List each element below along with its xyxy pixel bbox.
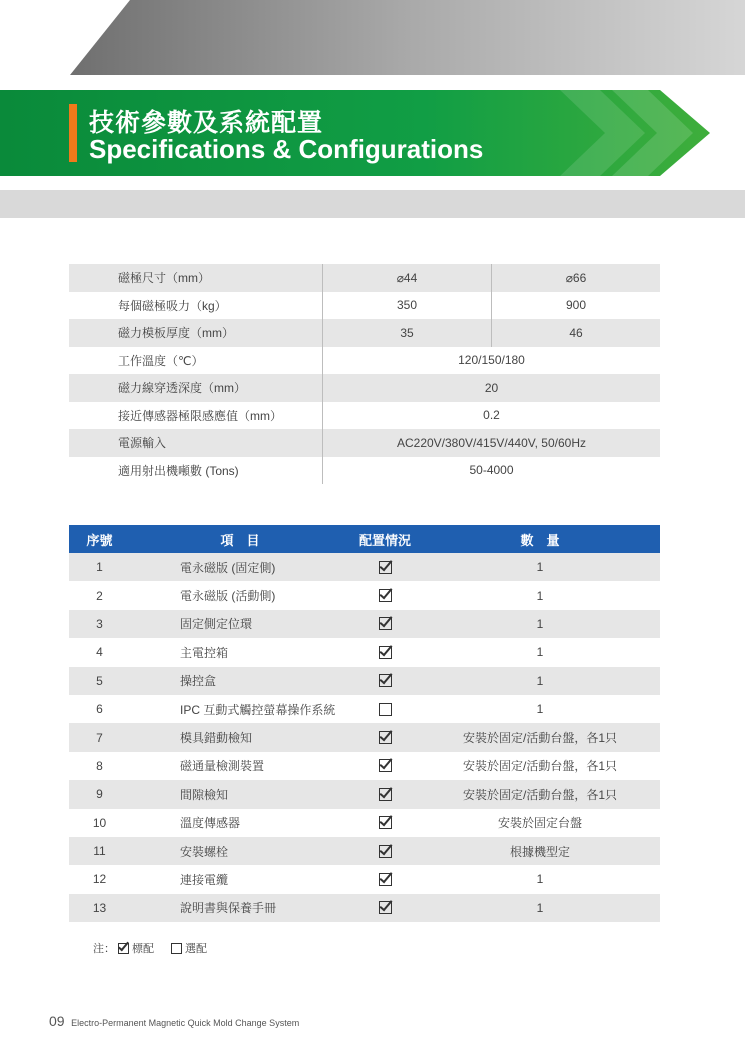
- header-no: 序號: [86, 532, 113, 548]
- checked-box-icon: [379, 646, 392, 659]
- table-row: [69, 780, 660, 808]
- row-config: [350, 816, 420, 829]
- row-config: [350, 703, 420, 716]
- spec-value: 350: [322, 292, 491, 320]
- row-number: 6: [96, 702, 103, 717]
- note-optional: 選配: [185, 943, 207, 955]
- header-qty: 數 量: [520, 532, 560, 548]
- spec-row: [69, 429, 660, 457]
- config-table-header: [69, 525, 660, 553]
- row-item: 電永磁版 (活動側): [180, 589, 276, 604]
- row-quantity: 安裝於固定/活動台盤，各1只: [462, 731, 617, 746]
- row-number: 4: [96, 645, 103, 660]
- row-config: [350, 589, 420, 602]
- checked-box-icon: [379, 674, 392, 687]
- row-config: [350, 646, 420, 659]
- spec-row: [69, 347, 660, 375]
- spec-value: 20: [322, 374, 660, 402]
- spec-value: 0.2: [322, 402, 660, 430]
- row-number: 2: [96, 588, 103, 603]
- spec-label: 工作溫度（℃）: [118, 353, 204, 368]
- spec-label: 磁力模板厚度（mm）: [118, 326, 234, 341]
- checked-box-icon: [379, 589, 392, 602]
- row-item: 間隙檢知: [180, 787, 229, 802]
- checked-box-icon: [379, 845, 392, 858]
- title-accent-bar: [69, 104, 77, 162]
- row-quantity: 1: [536, 673, 544, 688]
- row-quantity: 安裝於固定台盤: [497, 816, 582, 831]
- row-number: 9: [96, 787, 103, 802]
- config-table: [69, 525, 660, 922]
- legend-note: [93, 940, 207, 956]
- row-quantity: 安裝於固定/活動台盤，各1只: [462, 759, 617, 774]
- spec-value: 35: [322, 319, 491, 347]
- spec-label: 適用射出機噸數 (Tons): [118, 463, 239, 478]
- table-row: [69, 894, 660, 922]
- row-config: [350, 617, 420, 630]
- spec-value: AC220V/380V/415V/440V, 50/60Hz: [322, 429, 660, 457]
- spec-value: 50-4000: [322, 457, 660, 485]
- row-item: IPC 互動式觸控螢幕操作系統: [180, 702, 336, 717]
- table-row: [69, 695, 660, 723]
- page-title-en: Specifications & Configurations: [89, 134, 484, 164]
- checked-box-icon: [379, 561, 392, 574]
- row-quantity: 1: [536, 560, 544, 575]
- spec-row: [69, 457, 660, 485]
- row-number: 12: [92, 872, 107, 887]
- config-table-body: [69, 553, 660, 922]
- row-number: 13: [92, 900, 107, 915]
- row-number: 1: [96, 560, 103, 575]
- spec-row: [69, 374, 660, 402]
- checked-box-icon: [379, 617, 392, 630]
- table-row: [69, 667, 660, 695]
- row-number: 8: [96, 758, 103, 773]
- spec-row: [69, 292, 660, 320]
- row-config: [350, 731, 420, 744]
- row-config: [350, 845, 420, 858]
- header-config: 配置情況: [358, 532, 411, 548]
- table-row: [69, 581, 660, 609]
- row-config: [350, 759, 420, 772]
- spec-row: [69, 319, 660, 347]
- row-config: [350, 561, 420, 574]
- checked-box-icon: [379, 873, 392, 886]
- row-item: 安裝螺栓: [180, 844, 229, 859]
- spec-value: 46: [491, 319, 660, 347]
- empty-box-icon: [379, 703, 392, 716]
- row-item: 溫度傳感器: [180, 816, 241, 831]
- spec-value: 900: [491, 292, 660, 320]
- row-item: 磁通量檢測裝置: [180, 759, 265, 774]
- spec-row: [69, 402, 660, 430]
- footer-text: Electro-Permanent Magnetic Quick Mold Change System: [71, 1018, 300, 1028]
- spec-table: [69, 264, 660, 484]
- table-row: [69, 553, 660, 581]
- row-number: 3: [96, 616, 103, 631]
- checked-box-icon: [379, 816, 392, 829]
- row-number: 10: [92, 815, 107, 830]
- row-config: [350, 873, 420, 886]
- spec-label: 每個磁極吸力（kg）: [118, 298, 227, 313]
- row-quantity: 1: [536, 900, 544, 915]
- page-title-cn: 技術參數及系統配置: [89, 109, 324, 137]
- table-row: [69, 723, 660, 751]
- row-quantity: 1: [536, 702, 544, 717]
- note-standard: 標配: [132, 943, 154, 955]
- row-number: 5: [96, 673, 103, 688]
- table-row: [69, 865, 660, 893]
- row-item: 操控盒: [180, 674, 217, 689]
- checked-box-icon: [118, 943, 129, 954]
- spec-label: 磁力線穿透深度（mm）: [118, 381, 246, 396]
- spec-label: 磁極尺寸（mm）: [118, 271, 210, 286]
- row-config: [350, 901, 420, 914]
- row-quantity: 1: [536, 872, 544, 887]
- row-quantity: 1: [536, 645, 544, 660]
- table-row: [69, 809, 660, 837]
- row-config: [350, 788, 420, 801]
- spec-value: ⌀66: [491, 264, 660, 292]
- checked-box-icon: [379, 788, 392, 801]
- checked-box-icon: [379, 901, 392, 914]
- spec-label: 電源輸入: [118, 436, 167, 451]
- row-quantity: 1: [536, 616, 544, 631]
- table-row: [69, 610, 660, 638]
- row-quantity: 根據機型定: [509, 844, 570, 859]
- empty-box-icon: [171, 943, 182, 954]
- row-item: 模具錯動檢知: [180, 731, 253, 746]
- row-config: [350, 674, 420, 687]
- checked-box-icon: [379, 759, 392, 772]
- spec-value: 120/150/180: [322, 347, 660, 375]
- row-quantity: 1: [536, 588, 544, 603]
- row-item: 說明書與保養手冊: [180, 901, 277, 916]
- row-item: 電永磁版 (固定側): [180, 560, 276, 575]
- spec-value: ⌀44: [322, 264, 491, 292]
- row-number: 11: [93, 844, 106, 859]
- table-row: [69, 837, 660, 865]
- checked-box-icon: [379, 731, 392, 744]
- spec-row: [69, 264, 660, 292]
- row-item: 主電控箱: [180, 645, 229, 660]
- row-quantity: 安裝於固定/活動台盤，各1只: [462, 787, 617, 802]
- row-item: 固定側定位環: [180, 617, 253, 632]
- table-row: [69, 752, 660, 780]
- row-item: 連接電纜: [180, 872, 229, 887]
- spec-label: 接近傳感器極限感應值（mm）: [118, 408, 282, 423]
- header-item: 項 目: [220, 532, 260, 548]
- table-row: [69, 638, 660, 666]
- page-number: 09: [49, 1013, 65, 1029]
- row-number: 7: [96, 730, 103, 745]
- page-footer: [49, 1013, 299, 1029]
- note-prefix: 注：: [93, 943, 115, 955]
